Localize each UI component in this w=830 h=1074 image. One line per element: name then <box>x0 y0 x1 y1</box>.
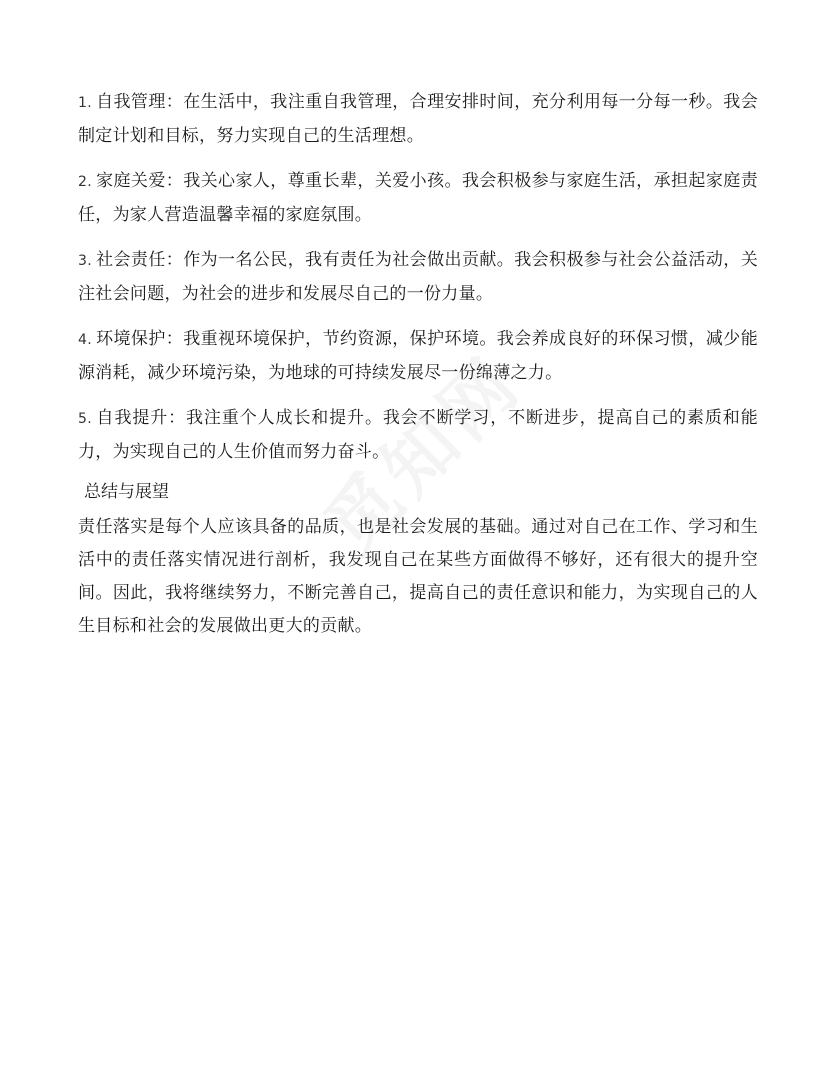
section-title: 总结与展望 <box>84 482 169 502</box>
list-item <box>78 323 758 390</box>
item-text: 自我提升：我注重个人成长和提升。我会不断学习，不断进步，提高自己的素质和能力，为实现自己的人生价值而努力奋斗。 <box>78 408 758 462</box>
item-text: 家庭关爱：我关心家人，尊重长辈，关爱小孩。我会积极参与家庭生活，承担起家庭责任，为家人营造温馨幸福的家庭氛围。 <box>78 171 758 225</box>
list-item <box>78 86 758 153</box>
item-number: 3. <box>78 253 92 269</box>
list-item <box>78 165 758 232</box>
item-text: 环境保护：我重视环境保护，节约资源，保护环境。我会养成良好的环保习惯，减少能源消耗，减少环境污染，为地球的可持续发展尽一份绵薄之力。 <box>78 329 758 383</box>
item-number: 4. <box>78 332 92 348</box>
summary-section <box>78 511 758 643</box>
list-item <box>78 402 758 469</box>
item-number: 5. <box>78 411 92 427</box>
document-content <box>78 86 758 643</box>
item-text: 自我管理：在生活中，我注重自我管理，合理安排时间，充分利用每一分每一秒。我会制定计划和目标，努力实现自己的生活理想。 <box>78 92 758 146</box>
summary-paragraph: 责任落实是每个人应该具备的品质，也是社会发展的基础。通过对自己在工作、学习和生活中的责任落实情况进行剖析，我发现自己在某些方面做得不够好，还有很大的提升空间。因此，我将继续努力，不断完善自己，提高自己的责任意识和能力，为实现自己的人生目标和社会的发展做出更大的贡献。 <box>78 517 758 636</box>
item-number: 1. <box>78 95 92 111</box>
list-item <box>78 244 758 311</box>
item-number: 2. <box>78 174 92 190</box>
item-text: 社会责任：作为一名公民，我有责任为社会做出贡献。我会积极参与社会公益活动，关注社会问题，为社会的进步和发展尽自己的一份力量。 <box>78 250 758 304</box>
